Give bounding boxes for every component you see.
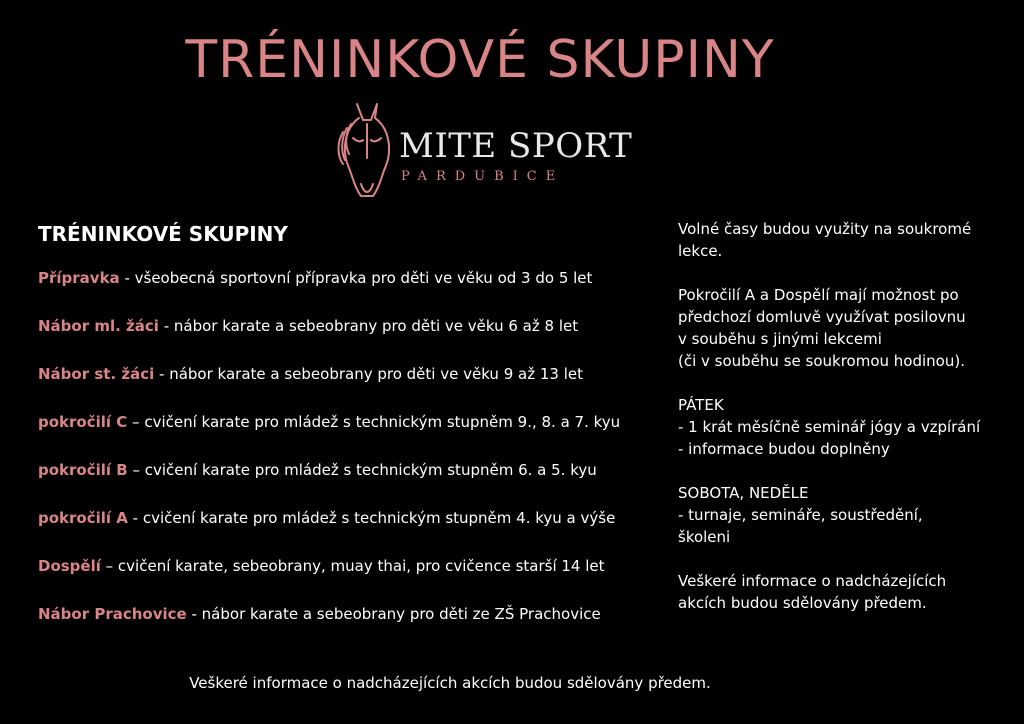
group-description: - nábor karate a sebeobrany pro děti ve věku 9 až 13 let [154, 365, 583, 383]
info-line: Pokročilí A a Dospělí mají možnost po [678, 286, 959, 304]
list-item [38, 508, 658, 556]
info-announcement [678, 570, 1008, 614]
group-name: Dospělí [38, 557, 101, 575]
list-item [38, 412, 658, 460]
info-line: Volné časy budou využity na soukromé [678, 220, 972, 238]
logo-subtitle: PARDUBICE [401, 169, 565, 184]
info-free-time [678, 218, 1008, 262]
group-name: pokročilí C [38, 413, 128, 431]
list-item [38, 268, 658, 316]
info-line: předchozí domluvě využívat posilovnu [678, 308, 966, 326]
info-line: - 1 krát měsíčně seminář jógy a vzpírání [678, 418, 981, 436]
list-item [38, 556, 658, 604]
group-description: – cvičení karate, sebeobrany, muay thai, pro cvičence starší 14 let [100, 557, 605, 575]
page-title: TRÉNINKOVÉ SKUPINY [185, 30, 775, 90]
info-gym [678, 284, 1008, 372]
logo [335, 98, 633, 202]
group-name: Nábor ml. žáci [38, 317, 159, 335]
group-name: Přípravka [38, 269, 120, 287]
list-item [38, 604, 658, 652]
info-line: (či v souběhu se soukromou hodinou). [678, 352, 965, 370]
info-line: - turnaje, semináře, soustředění, [678, 506, 923, 524]
group-description: – cvičení karate pro mládež s technickým stupněm 9., 8. a 7. kyu [127, 413, 621, 431]
group-name: pokročilí B [38, 461, 128, 479]
info-line: Veškeré informace o nadcházejících [678, 572, 947, 590]
info-column [678, 218, 1008, 636]
list-item [38, 460, 658, 508]
footer-note: Veškeré informace o nadcházejících akcích budou sdělovány předem. [189, 674, 711, 692]
list-item [38, 316, 658, 364]
section-heading: TRÉNINKOVÉ SKUPINY [38, 222, 288, 246]
group-description: - nábor karate a sebeobrany pro děti ve věku 6 až 8 let [158, 317, 579, 335]
group-description: - cvičení karate pro mládež s technickým stupněm 4. kyu a výše [127, 509, 616, 527]
info-line: SOBOTA, NEDĚLE [678, 484, 809, 502]
group-name: Nábor st. žáci [38, 365, 155, 383]
horse-head-icon [335, 98, 399, 202]
info-line: akcích budou sdělovány předem. [678, 594, 927, 612]
info-weekend [678, 482, 1008, 548]
group-description: – cvičení karate pro mládež s technickým stupněm 6. a 5. kyu [127, 461, 597, 479]
list-item [38, 364, 658, 412]
group-description: - všeobecná sportovní přípravka pro děti ve věku od 3 do 5 let [119, 269, 593, 287]
info-line: školeni [678, 528, 731, 546]
training-groups-section [38, 222, 658, 652]
group-name: pokročilí A [38, 509, 128, 527]
group-name: Nábor Prachovice [38, 605, 187, 623]
info-line: v souběhu s jinými lekcemi [678, 330, 882, 348]
info-line: PÁTEK [678, 396, 724, 414]
info-line: - informace budou doplněny [678, 440, 890, 458]
logo-name: MITE SPORT [399, 126, 633, 166]
group-description: - nábor karate a sebeobrany pro děti ze ZŠ Prachovice [186, 605, 601, 623]
info-friday [678, 394, 1008, 460]
info-line: lekce. [678, 242, 723, 260]
